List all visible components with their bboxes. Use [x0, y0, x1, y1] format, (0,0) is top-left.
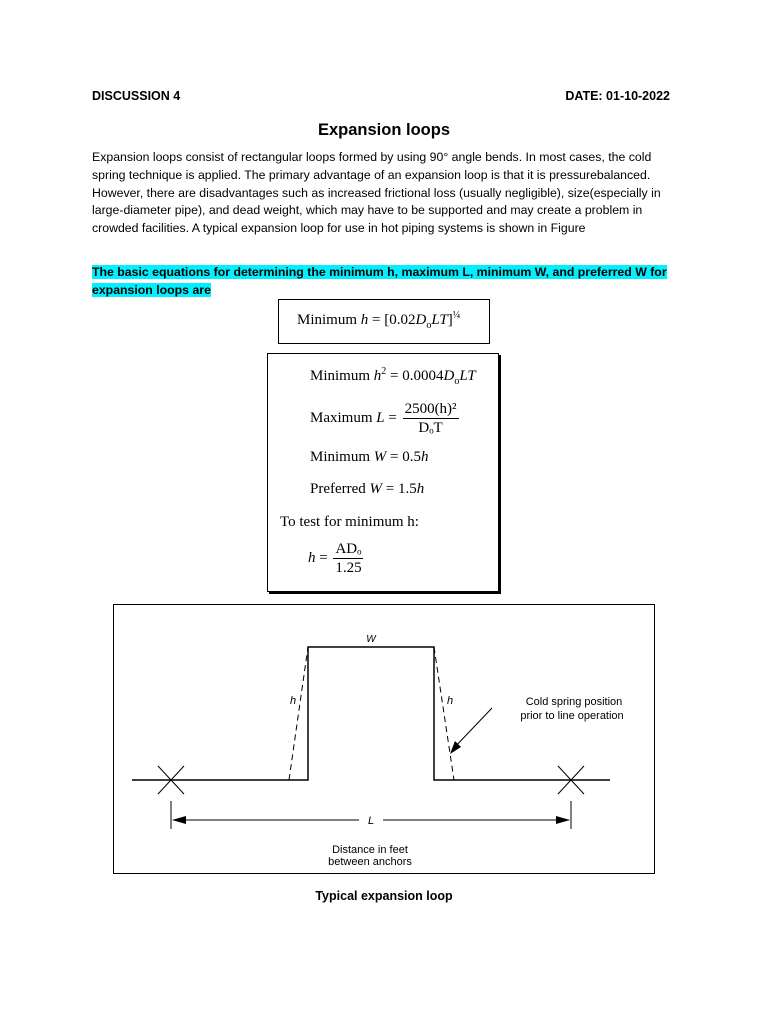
label-L: L [367, 815, 375, 827]
cold-spring-dashed-right [434, 647, 454, 780]
discussion-label: DISCUSSION 4 [92, 89, 181, 103]
fraction [403, 400, 459, 437]
equation-pref-w: Preferred W = 1.5h [310, 481, 425, 497]
fraction-denominator: DₒT [418, 420, 443, 436]
equation-min-w: Minimum W = 0.5h [310, 449, 429, 465]
expansion-loop-diagram [114, 605, 654, 873]
highlighted-paragraph [92, 264, 672, 300]
date-label: DATE: 01-10-2022 [565, 89, 670, 103]
cold-spring-label-line1: Cold spring position [525, 696, 623, 708]
page-title: Expansion loops [317, 121, 451, 139]
equation-label: Minimum [310, 368, 371, 384]
equation-label: Maximum [310, 409, 373, 426]
equation-max-l: Maximum L = $\frac{\text{2500(h)²}}{\text{DₒT}}$ [310, 401, 457, 436]
highlighted-text: The basic equations for determining the minimum h, maximum L, minimum W, and preferred W for expansion loops are [92, 265, 667, 297]
distance-label-line1: Distance in feet [332, 844, 408, 856]
fraction-numerator: ADₒ [335, 541, 362, 557]
cold-spring-dashed-left [289, 647, 308, 780]
arrowhead-left [172, 816, 186, 824]
test-label: To test for minimum h: [280, 514, 419, 530]
arrowhead-right [556, 816, 570, 824]
distance-label-line2: between anchors [328, 856, 412, 868]
equation-label: Minimum [310, 449, 371, 465]
equation-min-h-squared: Minimum $h^2 = 0.0004D_oLT$ [310, 366, 476, 387]
equation-test-h: h = $\frac{\text{ADₒ}}{1.25}$ [308, 541, 362, 576]
leader-line [452, 708, 492, 750]
figure-caption: Typical expansion loop [315, 889, 453, 903]
fraction [333, 540, 363, 577]
equation-label: Preferred [310, 481, 366, 497]
equation-label: Minimum [297, 312, 358, 328]
fraction-denominator: 1.25 [335, 560, 362, 576]
fraction-numerator: 2500(h)² [404, 401, 457, 417]
label-h-left: h [289, 695, 297, 707]
expansion-loop-figure [113, 604, 655, 874]
equation-box-min-h [278, 299, 490, 344]
equation-min-h: Minimum $h = [0.02D_oLT]^{\frac{1}{4}}$ [297, 310, 461, 331]
intro-paragraph: Expansion loops consist of rectangular loops formed by using 90° angle bends. In most cases, the cold spring technique is applied. The primary advantage of an expansion loop is that it is pressurebalanced. However, there are disadvantages such as increased frictional loss (usually negligible), size(especially in large-diameter pipe), and dead weight, which may have to be supported and may create a problem in crowded facilities. A typical expansion loop for use in hot piping systems is shown in Figure [92, 150, 661, 236]
label-w: W [366, 634, 376, 645]
equation-box-main [267, 353, 499, 592]
label-h-right: h [446, 695, 454, 707]
cold-spring-label-line2: prior to line operation [520, 710, 624, 722]
